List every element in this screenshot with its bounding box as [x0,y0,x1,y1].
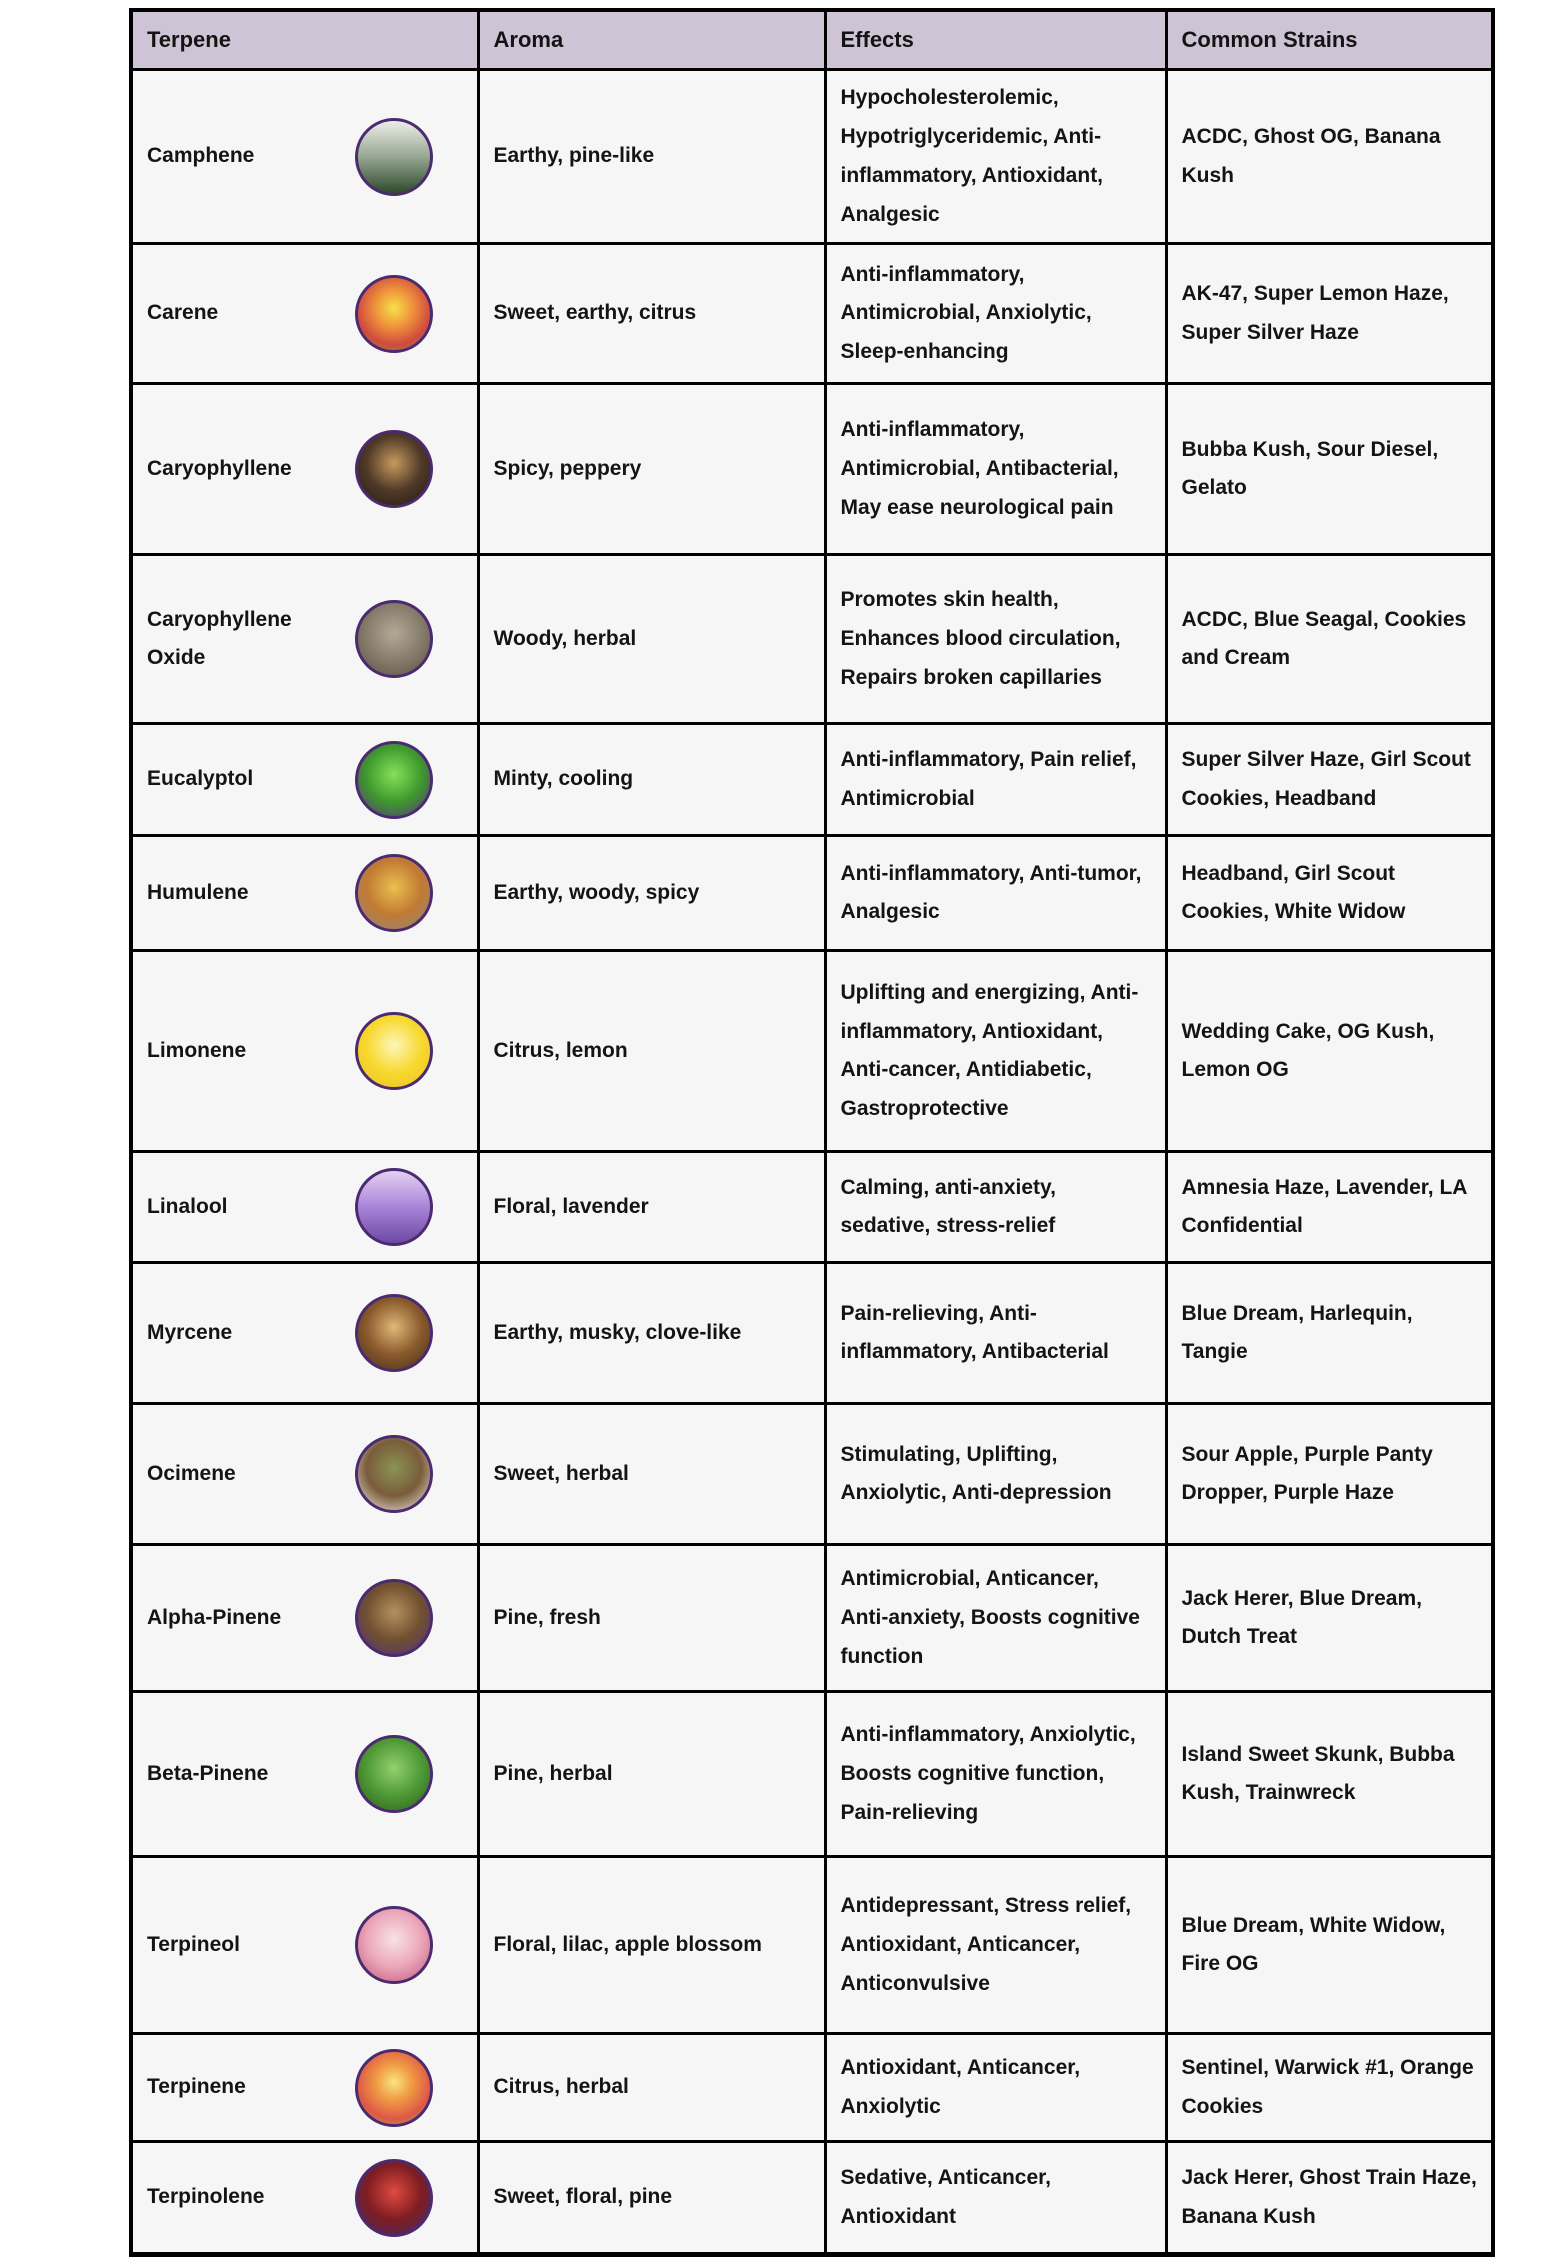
dried-herbs-bowl-photo [355,1435,433,1513]
aroma-text: Earthy, woody, spicy [478,836,825,951]
pine-cones-photo [355,1579,433,1657]
effects-text: Hypocholesterolemic, Hypotriglyceridemic, Anti-inflammatory, Antioxidant, Analgesic [825,70,1166,244]
terpene-name: Terpinolene [147,2185,265,2209]
aroma-text: Sweet, floral, pine [478,2142,825,2255]
aroma-text: Floral, lilac, apple blossom [478,1857,825,2034]
terpene-name: Caryophyllene Oxide [147,607,292,670]
effects-text: Anti-inflammatory, Antimicrobial, Antibacterial, May ease neurological pain [825,384,1166,555]
terpene-cell [131,1404,478,1545]
col-header-terpene: Terpene [131,10,478,70]
terpene-cell [131,2034,478,2142]
table-row [131,70,1493,244]
strains-text: Super Silver Haze, Girl Scout Cookies, Headband [1166,724,1493,836]
table-row [131,555,1493,724]
table-row [131,836,1493,951]
terpene-name: Myrcene [147,1320,233,1344]
aroma-text: Pine, herbal [478,1692,825,1857]
effects-text: Stimulating, Uplifting, Anxiolytic, Anti-depression [825,1404,1166,1545]
aroma-text: Citrus, herbal [478,2034,825,2142]
terpene-cell [131,555,478,724]
terpene-name: Humulene [147,880,249,904]
strains-text: Wedding Cake, OG Kush, Lemon OG [1166,951,1493,1152]
strains-text: Island Sweet Skunk, Bubba Kush, Trainwreck [1166,1692,1493,1857]
effects-text: Antioxidant, Anticancer, Anxiolytic [825,2034,1166,2142]
terpene-cell [131,724,478,836]
col-header-effects: Effects [825,10,1166,70]
effects-text: Anti-inflammatory, Antimicrobial, Anxiolytic, Sleep-enhancing [825,244,1166,384]
pink-roses-photo [355,1906,433,1984]
aroma-text: Woody, herbal [478,555,825,724]
table-row [131,2142,1493,2255]
aroma-text: Earthy, pine-like [478,70,825,244]
effects-text: Antidepressant, Stress relief, Antioxidant, Anticancer, Anticonvulsive [825,1857,1166,2034]
terpene-name: Limonene [147,1038,247,1062]
terpene-cell [131,1263,478,1404]
table-row [131,724,1493,836]
cloves-bowl-photo [355,1294,433,1372]
effects-text: Uplifting and energizing, Anti-inflammatory, Antioxidant, Anti-cancer, Antidiabetic, Gastroprotective [825,951,1166,1152]
spice-spoons-photo [355,854,433,932]
effects-text: Anti-inflammatory, Anxiolytic, Boosts cognitive function, Pain-relieving [825,1692,1166,1857]
col-header-aroma: Aroma [478,10,825,70]
strains-text: Blue Dream, Harlequin, Tangie [1166,1263,1493,1404]
table-row [131,1152,1493,1263]
mint-leaves-photo [355,741,433,819]
effects-text: Anti-inflammatory, Anti-tumor, Analgesic [825,836,1166,951]
terpene-cell [131,2142,478,2255]
aroma-text: Sweet, earthy, citrus [478,244,825,384]
aroma-text: Sweet, herbal [478,1404,825,1545]
terpene-name: Terpinene [147,2075,246,2099]
terpene-cell [131,1857,478,2034]
misty-pine-forest-photo [355,118,433,196]
strains-text: Sour Apple, Purple Panty Dropper, Purple Haze [1166,1404,1493,1545]
citrus-slices-photo [355,2049,433,2127]
header-row [131,10,1493,70]
strains-text: Blue Dream, White Widow, Fire OG [1166,1857,1493,2034]
terpene-name: Alpha-Pinene [147,1605,282,1629]
effects-text: Pain-relieving, Anti-inflammatory, Antibacterial [825,1263,1166,1404]
terpene-name: Linalool [147,1194,228,1218]
strains-text: Sentinel, Warwick #1, Orange Cookies [1166,2034,1493,2142]
table-row [131,1404,1493,1545]
aroma-text: Pine, fresh [478,1545,825,1692]
terpene-name: Beta-Pinene [147,1761,269,1785]
strains-text: Amnesia Haze, Lavender, LA Confidential [1166,1152,1493,1263]
terpene-name: Eucalyptol [147,767,254,791]
wood-cross-section-photo [355,600,433,678]
terpene-name: Caryophyllene [147,456,292,480]
terpene-cell [131,70,478,244]
terpene-cell [131,384,478,555]
table-row [131,2034,1493,2142]
strains-text: ACDC, Ghost OG, Banana Kush [1166,70,1493,244]
black-peppercorns-photo [355,430,433,508]
table-row [131,384,1493,555]
terpene-cell [131,951,478,1152]
terpene-cell [131,244,478,384]
terpene-name: Terpineol [147,1932,240,1956]
terpene-table-wrap [129,8,1491,2257]
effects-text: Antimicrobial, Anticancer, Anti-anxiety, Boosts cognitive function [825,1545,1166,1692]
terpene-cell [131,1152,478,1263]
lavender-field-photo [355,1168,433,1246]
table-row [131,1857,1493,2034]
table-row [131,244,1493,384]
strains-text: AK-47, Super Lemon Haze, Super Silver Haze [1166,244,1493,384]
aroma-text: Minty, cooling [478,724,825,836]
table-row [131,1692,1493,1857]
effects-text: Anti-inflammatory, Pain relief, Antimicrobial [825,724,1166,836]
terpene-table [129,8,1495,2257]
strains-text: Bubba Kush, Sour Diesel, Gelato [1166,384,1493,555]
effects-text: Promotes skin health, Enhances blood circulation, Repairs broken capillaries [825,555,1166,724]
terpene-cell [131,836,478,951]
strains-text: Jack Herer, Blue Dream, Dutch Treat [1166,1545,1493,1692]
aroma-text: Floral, lavender [478,1152,825,1263]
col-header-common-strains: Common Strains [1166,10,1493,70]
lemon-slices-photo [355,1012,433,1090]
red-berries-pine-photo [355,2159,433,2237]
effects-text: Calming, anti-anxiety, sedative, stress-relief [825,1152,1166,1263]
terpene-cell [131,1545,478,1692]
effects-text: Sedative, Anticancer, Antioxidant [825,2142,1166,2255]
strains-text: ACDC, Blue Seagal, Cookies and Cream [1166,555,1493,724]
terpene-name: Ocimene [147,1461,236,1485]
terpene-cell [131,1692,478,1857]
citrus-fruits-photo [355,275,433,353]
strains-text: Headband, Girl Scout Cookies, White Widow [1166,836,1493,951]
table-row [131,1545,1493,1692]
table-row [131,951,1493,1152]
aroma-text: Citrus, lemon [478,951,825,1152]
aroma-text: Earthy, musky, clove-like [478,1263,825,1404]
terpene-name: Camphene [147,144,255,168]
terpene-name: Carene [147,301,219,325]
aroma-text: Spicy, peppery [478,384,825,555]
strains-text: Jack Herer, Ghost Train Haze, Banana Kush [1166,2142,1493,2255]
pine-needles-photo [355,1735,433,1813]
table-row [131,1263,1493,1404]
